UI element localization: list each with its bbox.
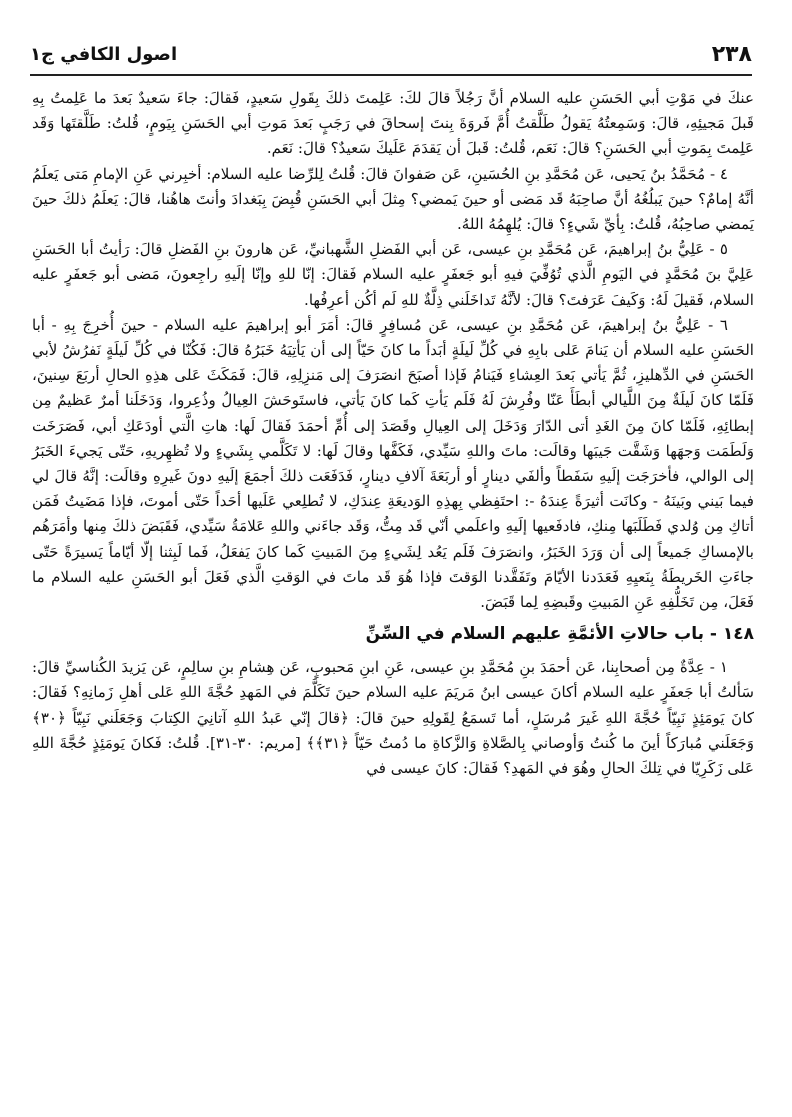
chapter-title: ١٤٨ - باب حالاتِ الأئمَّةِ عليهم السلام في السِّنِّ	[365, 624, 754, 645]
page-header	[30, 34, 752, 76]
paragraph-continuation: عنكَ في مَوْتِ أبي الحَسَنِ عليه السلام أنَّ رَجُلاً قالَ لكَ: عَلِمتَ ذلكَ بِقَولِ سَعيدٍ، فَقالَ: جاءَ سَعيدٌ بَعدَ ما عَلِمتُ بِهِ قَبلَ مَجيئِهِ، قالَ: وَسَمِعتُهُ يَقولُ طَلَّقتُ أُمَّ فَروَةَ بِنتَ إسحاقَ في رَجَبٍ بَعدَ مَوتِ أبي الحَسَنِ بِيَومٍ، قُلتُ: طَلَّقتَها وَقَد عَلِمتَ بِمَوتِ أبي الحَسَنِ؟ قالَ: نَعَم، قُلتُ: قَبلَ أن يَقدَمَ عَلَيكَ سَعيدٌ؟ قالَ: نَعَم.	[32, 89, 754, 158]
hadith-5: ٥ - عَلِيُّ بنُ إبراهيمَ، عَن مُحَمَّدِ بنِ عيسى، عَن أبي الفَضلِ الشَّهبانيِّ، عَن هارونَ بنِ الفَضلِ قالَ: رَأيتُ أبا الحَسَنِ عَلِيَّ بنَ مُحَمَّدٍ في اليَومِ الَّذي تُوُفِّيَ فيهِ أبو جَعفَرٍ عليه السلام فَقالَ: إنّا للهِ وإنّا إلَيهِ راجِعونَ، مَضى أبو جَعفَرٍ عليه السلام، فَقيلَ لَهُ: وَكَيفَ عَرَفتَ؟ قالَ: لأنَّهُ تَداخَلَني ذِلَّةٌ للهِ لَم أكُن أعرِفُها.	[32, 240, 754, 309]
chapter-hadith-1: ١ - عِدَّةٌ مِن أصحابِنا، عَن أحمَدَ بنِ مُحَمَّدِ بنِ عيسى، عَنِ ابنِ مَحبوبٍ، عَن هِشامِ بنِ سالِمٍ، عَن يَزيدَ الكُناسيِّ قالَ: سَألتُ أبا جَعفَرٍ عليه السلام أكانَ عيسى ابنُ مَريَمَ عليه السلام حينَ تَكَلَّمَ في المَهدِ حُجَّةَ اللهِ عَلى أهلِ زَمانِهِ؟ فَقالَ: كانَ يَومَئِذٍ نَبِيّاً حُجَّةَ اللهِ غَيرَ مُرسَلٍ، أما تَسمَعُ لِقَولِهِ حينَ قالَ: ﴿قالَ إنّي عَبدُ اللهِ آتانِيَ الكِتابَ وَجَعَلَني نَبِيّاً ﴿٣٠﴾ وَجَعَلَني مُبارَكاً أينَ ما كُنتُ وَأوصاني بِالصَّلاةِ وَالزَّكاةِ ما دُمتُ حَيّاً ﴿٣١﴾﴾ [مريم: ٣٠-٣١]. قُلتُ: فَكانَ يَومَئِذٍ حُجَّةَ اللهِ عَلى زَكَرِيّا في تِلكَ الحالِ وهُوَ في المَهدِ؟ فَقالَ: كانَ عيسى في	[32, 658, 754, 778]
page-number: ٢٣٨	[711, 41, 752, 67]
running-title: اصول الكافي ج١	[30, 43, 178, 65]
page-body	[32, 86, 754, 781]
hadith-6: ٦ - عَلِيُّ بنُ إبراهيمَ، عَن مُحَمَّدِ بنِ عيسى، عَن مُسافِرٍ قالَ: أمَرَ أبو إبراهيمَ عليه السلام - حينَ أُخرِجَ بِهِ - أبا الحَسَنِ عليه السلام أن يَنامَ عَلى بابِهِ في كُلِّ لَيلَةٍ أبَداً ما كانَ حَيّاً إلى أن يَأتِيَهُ خَبَرُهُ قالَ: فَكُنّا في كُلِّ لَيلَةٍ نَفرُشُ لأبي الحَسَنِ في الدِّهليزِ، ثُمَّ يَأتي بَعدَ العِشاءِ فَيَنامُ فَإذا أصبَحَ انصَرَفَ إلى مَنزِلِهِ، قالَ: فَمَكَثَ عَلى هذِهِ الحالِ أربَعَ سِنينَ، فَلَمّا كانَ لَيلَةٌ مِنَ اللَّيالي أبطَأَ عَنّا وفُرِشَ لَهُ فَلَم يَأتِ كَما كانَ يَأتي، فاستَوحَشَ العِيالُ وذُعِروا، وَدَخَلَنا أمرٌ عَظيمٌ مِن إبطائِهِ، فَلَمّا كانَ مِنَ الغَدِ أتى الدّارَ وَدَخَلَ إلى العِيالِ وقَصَدَ إلى أُمِّ أحمَدَ فَقالَ لَها: هاتِ الَّتي أودَعَكِ أبي، فَصَرَخَت وَلَطَمَت وَجهَها وَشَقَّت جَيبَها وقالَت: ماتَ واللهِ سَيِّدي، فَكَفَّها وقالَ لَها: لا تَكَلَّمي بِشَيءٍ ولا تُظهِريهِ، حَتّى يَجيءَ الخَبَرُ إلى الوالي، فأخرَجَت إلَيهِ سَفَطاً وألفَي دينارٍ أو أربَعَةَ آلافِ دينارٍ، فَدَفَعَت ذلكَ أجمَعَ إلَيهِ دونَ غَيرِهِ وقالَت: إنَّهُ قالَ لي فيما بَيني وبَينَهُ - وكانَت أثيرَةً عِندَهُ -: احتَفِظي بِهذِهِ الوَديعَةِ عِندَكِ، لا تُطلِعي عَلَيها أحَداً حَتّى أموتَ، فإذا مَضَيتُ فَمَن أتاكِ مِن وُلدي فَطَلَبَها مِنكِ، فادفَعيها إلَيهِ واعلَمي أنّي قَد مِتُّ، وَقَد جاءَني واللهِ عَلامَةُ سَيِّدي، فَقَبَضَ ذلكَ مِنها وأمَرَهُم بالإمساكِ جَميعاً إلى أن وَرَدَ الخَبَرُ، وانصَرَفَ فَلَم يَعُد لِشَيءٍ مِنَ المَبيتِ كَما كانَ يَفعَلُ، فَما لَبِثنا إلّا أيّاماً يَسيرَةً حَتّى جاءَتِ الخَريطَةُ بِنَعيِهِ فَعَدَدنا الأيّامَ وتَفَقَّدنا الوَقتَ فإذا هُوَ قَد ماتَ في الوَقتِ الَّذي فَعَلَ أبو الحَسَنِ عليه السلام ما فَعَلَ، مِن تَخَلُّفِهِ عَنِ المَبيتِ وقَبضِهِ لِما قَبَضَ.	[32, 315, 754, 612]
hadith-4: ٤ - مُحَمَّدُ بنُ يَحيى، عَن مُحَمَّدِ بنِ الحُسَينِ، عَن صَفوانَ قالَ: قُلتُ لِلرِّضا عليه السلام: أخبِرني عَنِ الإمامِ مَتى يَعلَمُ أنَّهُ إمامٌ؟ حينَ يَبلُغُهُ أنَّ صاحِبَهُ قَد مَضى أو حينَ يَمضي؟ مِثلَ أبي الحَسَنِ قُبِضَ بِبَغدادَ وأنتَ هاهُنا، قالَ: يَعلَمُ ذلكَ حينَ يَمضي صاحِبُهُ، قُلتُ: بِأيِّ شَيءٍ؟ قالَ: يُلهِمُهُ اللهُ.	[32, 164, 754, 234]
